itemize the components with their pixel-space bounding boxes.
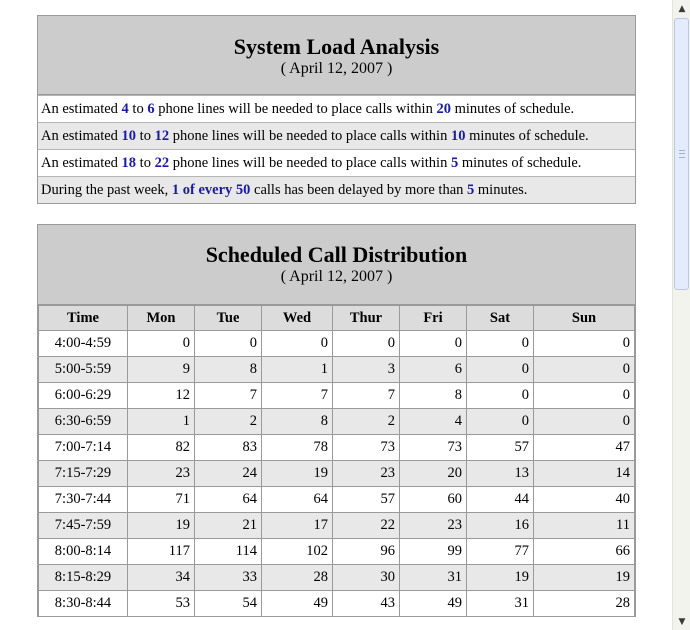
call-count-cell: 73: [400, 435, 466, 460]
time-slot-cell: 7:45-7:59: [39, 513, 127, 538]
call-count-cell: 47: [534, 435, 634, 460]
call-distribution-date: ( April 12, 2007 ): [280, 268, 393, 285]
call-count-cell: 73: [333, 435, 399, 460]
vertical-scrollbar[interactable]: [672, 0, 690, 630]
call-count-cell: 34: [128, 565, 194, 590]
call-count-cell: 23: [333, 461, 399, 486]
call-count-cell: 83: [195, 435, 261, 460]
call-count-cell: 0: [128, 331, 194, 356]
call-count-cell: 117: [128, 539, 194, 564]
minutes-value: 5: [450, 155, 459, 171]
call-count-cell: 64: [262, 487, 332, 512]
call-count-cell: 57: [333, 487, 399, 512]
call-count-cell: 19: [262, 461, 332, 486]
lines-max: 22: [154, 155, 170, 171]
call-count-cell: 1: [128, 409, 194, 434]
call-count-cell: 7: [262, 383, 332, 408]
call-count-cell: 24: [195, 461, 261, 486]
call-count-cell: 0: [262, 331, 332, 356]
load-estimate-row: [38, 122, 635, 149]
lines-min: 10: [121, 128, 137, 144]
delay-ratio: 1 of every 50: [171, 182, 251, 198]
row-text: to: [136, 155, 155, 171]
time-slot-cell: 7:00-7:14: [39, 435, 127, 460]
call-count-cell: 12: [128, 383, 194, 408]
time-slot-cell: 5:00-5:59: [39, 357, 127, 382]
column-header-sun: Sun: [534, 306, 634, 330]
table-row: [39, 357, 634, 382]
system-load-header: [38, 16, 635, 95]
table-body: [39, 331, 634, 616]
call-distribution-table: [38, 305, 635, 617]
table-row: [39, 487, 634, 512]
grip-icon: [679, 150, 685, 158]
call-count-cell: 8: [400, 383, 466, 408]
row-text: An estimated: [41, 155, 122, 171]
time-slot-cell: 4:00-4:59: [39, 331, 127, 356]
column-header-mon: Mon: [128, 306, 194, 330]
call-count-cell: 1: [262, 357, 332, 382]
call-count-cell: 19: [128, 513, 194, 538]
call-count-cell: 0: [534, 409, 634, 434]
call-count-cell: 20: [400, 461, 466, 486]
row-text: During the past week,: [41, 182, 172, 198]
call-count-cell: 0: [400, 331, 466, 356]
call-count-cell: 66: [534, 539, 634, 564]
call-count-cell: 28: [262, 565, 332, 590]
call-count-cell: 17: [262, 513, 332, 538]
column-header-sat: Sat: [467, 306, 533, 330]
call-count-cell: 60: [400, 487, 466, 512]
call-count-cell: 82: [128, 435, 194, 460]
call-count-cell: 0: [534, 357, 634, 382]
row-text: phone lines will be needed to place calls within: [169, 155, 451, 171]
table-row: [39, 565, 634, 590]
row-text: to: [136, 128, 155, 144]
call-count-cell: 7: [333, 383, 399, 408]
system-load-title: System Load Analysis: [233, 34, 440, 59]
call-count-cell: 8: [195, 357, 261, 382]
call-count-cell: 4: [400, 409, 466, 434]
delay-minutes: 5: [467, 182, 475, 198]
column-header-fri: Fri: [400, 306, 466, 330]
call-count-cell: 14: [534, 461, 634, 486]
lines-min: 4: [121, 101, 129, 117]
call-count-cell: 22: [333, 513, 399, 538]
lines-max: 12: [154, 128, 170, 144]
call-count-cell: 2: [333, 409, 399, 434]
system-load-date: ( April 12, 2007 ): [280, 60, 393, 77]
table-row: [39, 435, 634, 460]
time-slot-cell: 8:15-8:29: [39, 565, 127, 590]
call-count-cell: 11: [534, 513, 634, 538]
call-count-cell: 49: [400, 591, 466, 616]
call-count-cell: 57: [467, 435, 533, 460]
table-row: [39, 409, 634, 434]
call-count-cell: 0: [333, 331, 399, 356]
row-text: minutes of schedule.: [450, 101, 575, 117]
row-text: minutes.: [474, 182, 528, 198]
row-text: calls has been delayed by more than: [250, 182, 468, 198]
row-text: An estimated: [41, 101, 122, 117]
time-slot-cell: 8:30-8:44: [39, 591, 127, 616]
time-slot-cell: 7:30-7:44: [39, 487, 127, 512]
call-count-cell: 3: [333, 357, 399, 382]
row-text: minutes of schedule.: [465, 128, 589, 144]
call-count-cell: 102: [262, 539, 332, 564]
call-count-cell: 23: [128, 461, 194, 486]
scrollbar-thumb[interactable]: [674, 18, 689, 290]
row-text: An estimated: [41, 128, 122, 144]
call-count-cell: 33: [195, 565, 261, 590]
call-count-cell: 9: [128, 357, 194, 382]
lines-max: 6: [147, 101, 155, 117]
call-count-cell: 44: [467, 487, 533, 512]
table-header-row: [39, 306, 634, 330]
call-count-cell: 31: [400, 565, 466, 590]
call-count-cell: 23: [400, 513, 466, 538]
call-count-cell: 77: [467, 539, 533, 564]
call-count-cell: 2: [195, 409, 261, 434]
column-header-tue: Tue: [195, 306, 261, 330]
call-count-cell: 71: [128, 487, 194, 512]
call-count-cell: 7: [195, 383, 261, 408]
call-count-cell: 64: [195, 487, 261, 512]
call-distribution-header: [38, 225, 635, 305]
lines-min: 18: [121, 155, 137, 171]
call-count-cell: 40: [534, 487, 634, 512]
call-count-cell: 28: [534, 591, 634, 616]
call-count-cell: 0: [467, 331, 533, 356]
load-estimate-row: [38, 95, 635, 122]
table-row: [39, 331, 634, 356]
call-count-cell: 99: [400, 539, 466, 564]
time-slot-cell: 6:00-6:29: [39, 383, 127, 408]
minutes-value: 20: [436, 101, 451, 117]
load-estimate-row: [38, 149, 635, 176]
table-row: [39, 383, 634, 408]
call-count-cell: 13: [467, 461, 533, 486]
call-count-cell: 96: [333, 539, 399, 564]
call-distribution-title: Scheduled Call Distribution: [205, 242, 468, 267]
call-count-cell: 0: [534, 331, 634, 356]
call-count-cell: 53: [128, 591, 194, 616]
time-slot-cell: 8:00-8:14: [39, 539, 127, 564]
table-row: [39, 461, 634, 486]
column-header-wed: Wed: [262, 306, 332, 330]
call-count-cell: 114: [195, 539, 261, 564]
call-count-cell: 8: [262, 409, 332, 434]
column-header-time: Time: [39, 306, 127, 330]
call-count-cell: 19: [467, 565, 533, 590]
scroll-up-icon[interactable]: ▲: [678, 3, 686, 14]
time-slot-cell: 7:15-7:29: [39, 461, 127, 486]
minutes-value: 10: [450, 128, 466, 144]
call-count-cell: 43: [333, 591, 399, 616]
call-count-cell: 49: [262, 591, 332, 616]
table-row: [39, 539, 634, 564]
call-count-cell: 31: [467, 591, 533, 616]
call-count-cell: 54: [195, 591, 261, 616]
column-header-thur: Thur: [333, 306, 399, 330]
call-count-cell: 30: [333, 565, 399, 590]
call-count-cell: 0: [467, 383, 533, 408]
table-row: [39, 591, 634, 616]
system-load-panel: [37, 15, 636, 204]
call-count-cell: 6: [400, 357, 466, 382]
scroll-down-icon[interactable]: ▼: [678, 616, 686, 627]
row-text: phone lines will be needed to place calls within: [154, 101, 437, 117]
call-count-cell: 0: [467, 409, 533, 434]
call-count-cell: 0: [467, 357, 533, 382]
call-count-cell: 0: [534, 383, 634, 408]
call-count-cell: 16: [467, 513, 533, 538]
table-row: [39, 513, 634, 538]
call-count-cell: 21: [195, 513, 261, 538]
call-count-cell: 78: [262, 435, 332, 460]
row-text: minutes of schedule.: [458, 155, 582, 171]
call-distribution-panel: [37, 224, 636, 617]
time-slot-cell: 6:30-6:59: [39, 409, 127, 434]
row-text: to: [128, 101, 148, 117]
row-text: phone lines will be needed to place calls within: [169, 128, 451, 144]
delay-summary-row: [38, 176, 635, 203]
call-count-cell: 0: [195, 331, 261, 356]
call-count-cell: 19: [534, 565, 634, 590]
